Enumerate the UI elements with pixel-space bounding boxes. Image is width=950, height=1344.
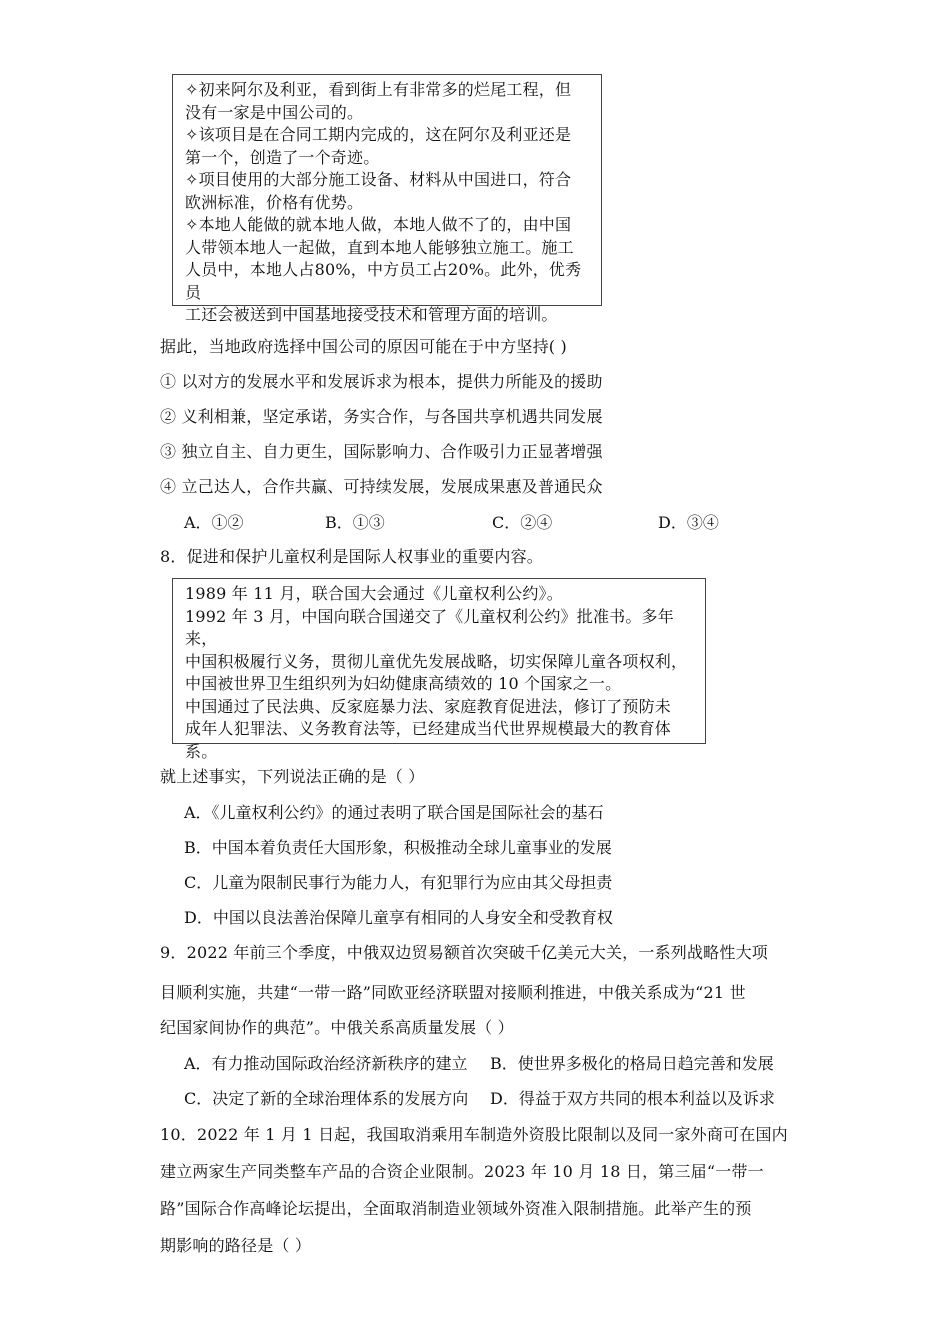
q7-item: ③ 独立自主、自力更生，国际影响力、合作吸引力正显著增强	[160, 442, 603, 461]
q8-material-box	[172, 578, 706, 761]
quote-line: 没有一家是中国公司的。	[185, 102, 364, 122]
material-line: 中国通过了民法典、反家庭暴力法、家庭教育促进法，修订了预防未	[185, 696, 672, 716]
material-line: 中国积极履行义务，贯彻儿童优先发展战略，切实保障儿童各项权利，	[185, 651, 688, 671]
q7-item: ④ 立己达人，合作共赢、可持续发展，发展成果惠及普通民众	[160, 477, 603, 496]
quote-box-algeria	[172, 74, 602, 324]
q7-item: ① 以对方的发展水平和发展诉求为根本，提供力所能及的援助	[160, 372, 603, 391]
q10-line: 10．2022 年 1 月 1 日起，我国取消乘用车制造外资股比限制以及同一家外商可在国内	[160, 1125, 788, 1144]
quote-line: 人带领本地人一起做，直到本地人能够独立施工。施工	[185, 237, 574, 257]
quote-line: 人员中，本地人占80%，中方员工占20%。此外，优秀员	[185, 260, 582, 302]
q9-line: 纪国家间协作的典范”。中俄关系高质量发展（ ）	[160, 1018, 514, 1037]
quote-line: 欧洲标准，价格有优势。	[185, 192, 364, 212]
material-line: 1992 年 3 月，中国向联合国递交了《儿童权利公约》批准书。多年来，	[185, 606, 674, 648]
q9-option-c[interactable]: C．决定了新的全球治理体系的发展方向	[184, 1089, 469, 1108]
q7-item: ② 义利相兼，坚定承诺，务实合作，与各国共享机遇共同发展	[160, 407, 603, 426]
q8-stem: 就上述事实，下列说法正确的是（ ）	[160, 767, 425, 786]
q7-stem: 据此，当地政府选择中国公司的原因可能在于中方坚持( )	[160, 337, 567, 356]
q10-line: 路”国际合作高峰论坛提出，全面取消制造业领域外资准入限制措施。此举产生的预	[160, 1199, 752, 1218]
q8-option-c[interactable]: C．儿童为限制民事行为能力人，有犯罪行为应由其父母担责	[184, 873, 613, 892]
q9-option-d[interactable]: D．得益于双方共同的根本利益以及诉求	[490, 1089, 775, 1108]
q10-line: 建立两家生产同类整车产品的合资企业限制。2023 年 10 月 18 日，第三届“一带一	[160, 1162, 764, 1181]
q8-option-b[interactable]: B．中国本着负责任大国形象，积极推动全球儿童事业的发展	[184, 838, 612, 857]
q9-line: 9．2022 年前三个季度，中俄双边贸易额首次突破千亿美元大关，一系列战略性大项	[160, 943, 768, 962]
q8-option-a[interactable]: A．《儿童权利公约》的通过表明了联合国是国际社会的基石	[184, 803, 604, 822]
q9-option-b[interactable]: B．使世界多极化的格局日趋完善和发展	[490, 1054, 774, 1073]
material-line: 中国被世界卫生组织列为妇幼健康高绩效的 10 个国家之一。	[185, 674, 622, 693]
q7-option-d[interactable]: D．③④	[658, 513, 719, 532]
quote-line: 工还会被送到中国基地接受技术和管理方面的培训。	[185, 305, 558, 324]
material-line: 系。	[185, 741, 218, 761]
q10-line: 期影响的路径是（ ）	[160, 1236, 312, 1255]
q8-title: 8．促进和保护儿童权利是国际人权事业的重要内容。	[160, 547, 543, 566]
material-line: 成年人犯罪法、义务教育法等，已经建成当代世界规模最大的教育体	[185, 719, 672, 738]
quote-line: 第一个，创造了一个奇迹。	[185, 147, 380, 167]
quote-line: ✧该项目是在合同工期内完成的，这在阿尔及利亚还是	[185, 125, 572, 144]
q9-line: 目顺利实施，共建“一带一路”同欧亚经济联盟对接顺利推进，中俄关系成为“21 世	[160, 983, 746, 1002]
material-line: 1989 年 11 月，联合国大会通过《儿童权利公约》。	[185, 584, 563, 603]
quote-line: ✧本地人能做的就本地人做，本地人做不了的，由中国	[185, 215, 572, 234]
q8-option-d[interactable]: D．中国以良法善治保障儿童享有相同的人身安全和受教育权	[184, 908, 613, 927]
quote-line: ✧项目使用的大部分施工设备、材料从中国进口，符合	[185, 170, 572, 189]
q7-option-a[interactable]: A．①②	[184, 513, 244, 532]
q7-option-b[interactable]: B．①③	[325, 513, 385, 532]
q7-option-c[interactable]: C．②④	[492, 513, 553, 532]
quote-line: ✧初来阿尔及利亚，看到街上有非常多的烂尾工程，但	[185, 80, 572, 99]
q9-option-a[interactable]: A．有力推动国际政治经济新秩序的建立	[184, 1054, 468, 1073]
